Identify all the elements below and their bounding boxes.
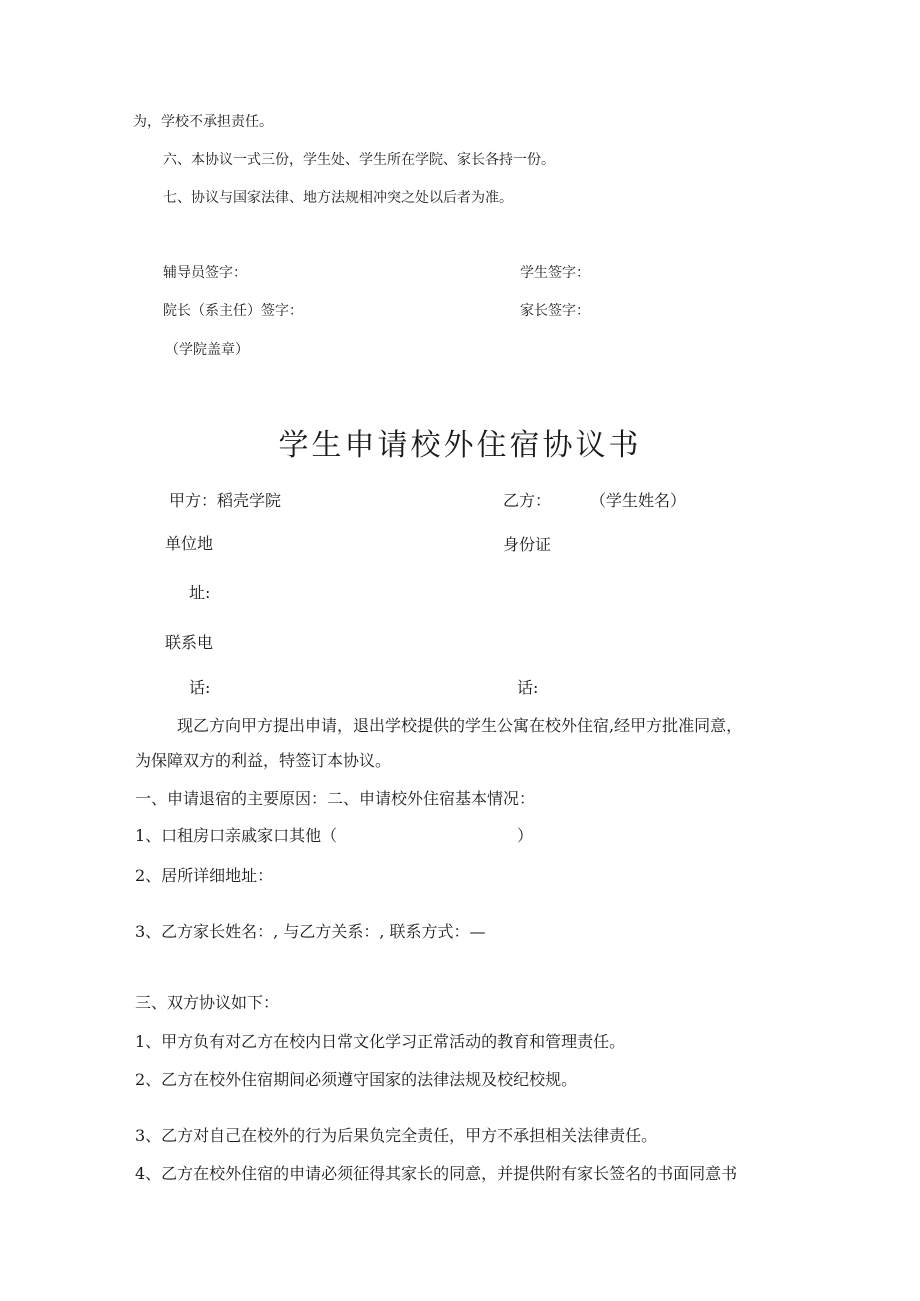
party-a-label: 甲方：稻壳学院 <box>169 491 282 510</box>
dean-signature-label: 院长（系主任）签字： <box>163 303 303 319</box>
phone-label-part1: 联系电 <box>165 633 214 652</box>
student-signature-label: 学生签字： <box>520 265 590 281</box>
parent-signature-label: 家长签字： <box>520 303 590 319</box>
agreement-item-1: 1、甲方负有对乙方在校内日常文化学习正常活动的教育和管理责任。 <box>135 1032 626 1051</box>
party-b-label: 乙方： <box>503 491 552 510</box>
agreement-item-3: 3、乙方对自己在校外的行为后果负完全责任，甲方不承担相关法律责任。 <box>135 1126 658 1145</box>
agreement-item-4: 4、乙方在校外住宿的申请必须征得其家长的同意，并提供附有家长签名的书面同意书 <box>135 1164 738 1183</box>
section-three-heading: 三、双方协议如下： <box>135 993 280 1012</box>
residence-type-options: 1、口租房口亲戚家口其他（ <box>135 826 338 845</box>
party-b-phone-label: 话: <box>517 678 539 697</box>
residence-address-item: 2、居所详细地址： <box>135 866 274 885</box>
clause-six: 六、本协议一式三份，学生处、学生所在学院、家长各持一份。 <box>163 152 555 168</box>
work-address-label-part1: 单位地 <box>165 534 214 553</box>
intro-line-1: 现乙方向甲方提出申请，退出学校提供的学生公寓在校外住宿,经甲方批准同意， <box>177 716 743 735</box>
parent-info-item: 3、乙方家长姓名：, 与乙方关系：, 联系方式：— <box>135 922 486 941</box>
document-title: 学生申请校外住宿协议书 <box>278 428 642 463</box>
phone-label-part2: 话: <box>189 678 211 697</box>
section-one-two-heading: 一、申请退宿的主要原因：二、申请校外住宿基本情况： <box>135 789 536 808</box>
continuation-line: 为，学校不承担责任。 <box>133 114 273 130</box>
counselor-signature-label: 辅导员签字： <box>163 265 247 281</box>
agreement-item-2: 2、乙方在校外住宿期间必须遵守国家的法律法规及校纪校规。 <box>135 1070 578 1089</box>
residence-type-close-paren: ） <box>517 826 534 845</box>
work-address-label-part2: 址: <box>189 583 211 602</box>
clause-seven: 七、协议与国家法律、地方法规相冲突之处以后者为准。 <box>163 190 513 206</box>
college-seal-label: （学院盖章） <box>165 342 249 358</box>
party-b-name-hint: （学生姓名） <box>590 491 687 510</box>
id-card-label: 身份证 <box>503 535 552 554</box>
intro-line-2: 为保障双方的利益，特签订本协议。 <box>135 751 392 770</box>
